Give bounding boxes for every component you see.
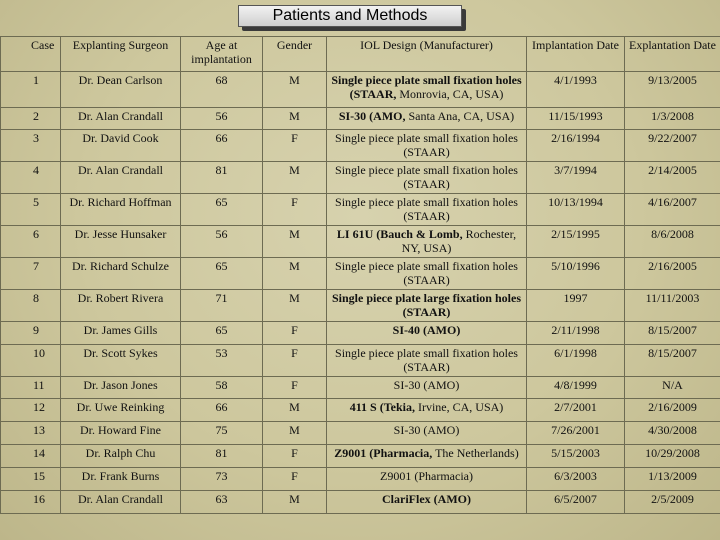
table-row [1, 399, 720, 422]
table-row [1, 322, 720, 345]
iol-cell [327, 130, 527, 162]
iol-details: Santa Ana, CA, USA) [405, 109, 515, 123]
iol-manufacturer-bold: 411 S (Tekia, [349, 400, 415, 414]
age-cell: 56 [181, 108, 263, 130]
age-cell: 65 [181, 194, 263, 226]
iol-manufacturer-bold: Single piece plate large fixation holes (STAAR) [332, 291, 521, 319]
implant-date-cell: 4/8/1999 [527, 377, 625, 399]
case-cell: 5 [1, 194, 61, 226]
iol-details: SI-30 (AMO) [393, 378, 460, 392]
surgeon-cell: Dr. Richard Schulze [61, 258, 181, 290]
age-cell: 73 [181, 468, 263, 491]
iol-details: Irvine, CA, USA) [414, 400, 504, 414]
header-explant-date: Explantation Date [625, 37, 720, 72]
case-cell: 4 [1, 162, 61, 194]
explant-date-cell: 4/16/2007 [625, 194, 720, 226]
table-row [1, 108, 720, 130]
gender-cell: M [263, 226, 327, 258]
implant-date-cell: 6/1/1998 [527, 345, 625, 377]
gender-cell: M [263, 422, 327, 445]
explant-date-cell: 2/14/2005 [625, 162, 720, 194]
iol-details: Single piece plate small fixation holes (STAAR) [335, 131, 518, 159]
iol-cell [327, 468, 527, 491]
case-cell: 15 [1, 468, 61, 491]
table-row [1, 445, 720, 468]
surgeon-cell: Dr. Howard Fine [61, 422, 181, 445]
implant-date-cell: 10/13/1994 [527, 194, 625, 226]
explant-date-cell: 1/3/2008 [625, 108, 720, 130]
table-row [1, 290, 720, 322]
gender-cell: M [263, 491, 327, 514]
age-cell: 65 [181, 322, 263, 345]
table-row [1, 468, 720, 491]
explant-date-cell: 2/16/2005 [625, 258, 720, 290]
header-gender: Gender [263, 37, 327, 72]
surgeon-cell: Dr. Alan Crandall [61, 108, 181, 130]
table-row [1, 226, 720, 258]
gender-cell: M [263, 399, 327, 422]
iol-cell [327, 194, 527, 226]
implant-date-cell: 1997 [527, 290, 625, 322]
iol-details: SI-30 (AMO) [393, 423, 460, 437]
surgeon-cell: Dr. Dean Carlson [61, 72, 181, 108]
surgeon-cell: Dr. Alan Crandall [61, 491, 181, 514]
explant-date-cell: 8/15/2007 [625, 345, 720, 377]
iol-cell [327, 162, 527, 194]
explant-date-cell: 10/29/2008 [625, 445, 720, 468]
explant-date-cell: 2/5/2009 [625, 491, 720, 514]
iol-manufacturer-bold: Z9001 (Pharmacia, [334, 446, 433, 460]
gender-cell: M [263, 290, 327, 322]
case-cell: 7 [1, 258, 61, 290]
iol-cell [327, 226, 527, 258]
case-cell: 2 [1, 108, 61, 130]
header-case: Case [1, 37, 61, 72]
case-cell: 12 [1, 399, 61, 422]
age-cell: 81 [181, 162, 263, 194]
case-cell: 1 [1, 72, 61, 108]
explant-date-cell: 4/30/2008 [625, 422, 720, 445]
slide-title-box [238, 5, 466, 31]
gender-cell: F [263, 377, 327, 399]
implant-date-cell: 3/7/1994 [527, 162, 625, 194]
iol-manufacturer-bold: SI-30 (AMO, [338, 109, 406, 123]
table-header-row [1, 37, 720, 72]
header-age: Age at implantation [181, 37, 263, 72]
implant-date-cell: 2/7/2001 [527, 399, 625, 422]
gender-cell: F [263, 468, 327, 491]
header-implant-date: Implantation Date [527, 37, 625, 72]
age-cell: 75 [181, 422, 263, 445]
age-cell: 58 [181, 377, 263, 399]
gender-cell: F [263, 345, 327, 377]
table-row [1, 422, 720, 445]
age-cell: 65 [181, 258, 263, 290]
table-row [1, 377, 720, 399]
iol-details: Single piece plate small fixation holes (STAAR) [335, 195, 518, 223]
age-cell: 66 [181, 130, 263, 162]
patients-table [0, 36, 720, 514]
surgeon-cell: Dr. Ralph Chu [61, 445, 181, 468]
case-cell: 14 [1, 445, 61, 468]
iol-details: Z9001 (Pharmacia) [380, 469, 473, 483]
gender-cell: M [263, 258, 327, 290]
slide-title: Patients and Methods [238, 5, 462, 27]
surgeon-cell: Dr. Richard Hoffman [61, 194, 181, 226]
explant-date-cell: 8/6/2008 [625, 226, 720, 258]
case-cell: 13 [1, 422, 61, 445]
iol-cell [327, 72, 527, 108]
case-cell: 9 [1, 322, 61, 345]
header-surgeon: Explanting Surgeon [61, 37, 181, 72]
explant-date-cell: 2/16/2009 [625, 399, 720, 422]
age-cell: 68 [181, 72, 263, 108]
table-row [1, 194, 720, 226]
implant-date-cell: 6/3/2003 [527, 468, 625, 491]
age-cell: 81 [181, 445, 263, 468]
table-row [1, 130, 720, 162]
gender-cell: M [263, 108, 327, 130]
age-cell: 63 [181, 491, 263, 514]
implant-date-cell: 7/26/2001 [527, 422, 625, 445]
iol-cell [327, 399, 527, 422]
surgeon-cell: Dr. Scott Sykes [61, 345, 181, 377]
iol-details: Single piece plate small fixation holes (STAAR) [335, 346, 518, 374]
iol-details: Single piece plate small fixation holes (STAAR) [335, 163, 518, 191]
iol-manufacturer-bold: SI-40 (AMO) [392, 323, 461, 337]
table-row [1, 491, 720, 514]
age-cell: 56 [181, 226, 263, 258]
explant-date-cell: 11/11/2003 [625, 290, 720, 322]
explant-date-cell: 9/13/2005 [625, 72, 720, 108]
gender-cell: F [263, 322, 327, 345]
surgeon-cell: Dr. Robert Rivera [61, 290, 181, 322]
implant-date-cell: 5/15/2003 [527, 445, 625, 468]
age-cell: 53 [181, 345, 263, 377]
iol-cell [327, 491, 527, 514]
case-cell: 10 [1, 345, 61, 377]
explant-date-cell: 8/15/2007 [625, 322, 720, 345]
surgeon-cell: Dr. Frank Burns [61, 468, 181, 491]
implant-date-cell: 2/15/1995 [527, 226, 625, 258]
case-cell: 3 [1, 130, 61, 162]
table-row [1, 345, 720, 377]
implant-date-cell: 11/15/1993 [527, 108, 625, 130]
iol-details: Rochester, NY, USA) [401, 227, 517, 255]
iol-cell [327, 322, 527, 345]
case-cell: 6 [1, 226, 61, 258]
iol-cell [327, 422, 527, 445]
iol-details: Single piece plate small fixation holes (STAAR) [335, 259, 518, 287]
iol-manufacturer-bold: ClariFlex (AMO) [382, 492, 471, 506]
age-cell: 66 [181, 399, 263, 422]
implant-date-cell: 6/5/2007 [527, 491, 625, 514]
surgeon-cell: Dr. Alan Crandall [61, 162, 181, 194]
table-row [1, 258, 720, 290]
iol-details: The Netherlands) [432, 446, 519, 460]
iol-cell [327, 445, 527, 468]
implant-date-cell: 2/11/1998 [527, 322, 625, 345]
explant-date-cell: N/A [625, 377, 720, 399]
header-iol: IOL Design (Manufacturer) [327, 37, 527, 72]
iol-cell [327, 108, 527, 130]
age-cell: 71 [181, 290, 263, 322]
gender-cell: F [263, 445, 327, 468]
iol-cell [327, 377, 527, 399]
case-cell: 11 [1, 377, 61, 399]
explant-date-cell: 9/22/2007 [625, 130, 720, 162]
implant-date-cell: 2/16/1994 [527, 130, 625, 162]
implant-date-cell: 4/1/1993 [527, 72, 625, 108]
surgeon-cell: Dr. James Gills [61, 322, 181, 345]
gender-cell: F [263, 130, 327, 162]
gender-cell: M [263, 162, 327, 194]
surgeon-cell: Dr. David Cook [61, 130, 181, 162]
explant-date-cell: 1/13/2009 [625, 468, 720, 491]
iol-cell [327, 258, 527, 290]
gender-cell: F [263, 194, 327, 226]
surgeon-cell: Dr. Jason Jones [61, 377, 181, 399]
iol-details: Monrovia, CA, USA) [396, 87, 504, 101]
implant-date-cell: 5/10/1996 [527, 258, 625, 290]
table-row [1, 162, 720, 194]
table-row [1, 72, 720, 108]
case-cell: 16 [1, 491, 61, 514]
surgeon-cell: Dr. Jesse Hunsaker [61, 226, 181, 258]
iol-manufacturer-bold: Single piece plate small fixation holes (STAAR, [331, 73, 522, 101]
case-cell: 8 [1, 290, 61, 322]
iol-manufacturer-bold: LI 61U (Bauch & Lomb, [336, 227, 463, 241]
iol-cell [327, 290, 527, 322]
surgeon-cell: Dr. Uwe Reinking [61, 399, 181, 422]
gender-cell: M [263, 72, 327, 108]
iol-cell [327, 345, 527, 377]
